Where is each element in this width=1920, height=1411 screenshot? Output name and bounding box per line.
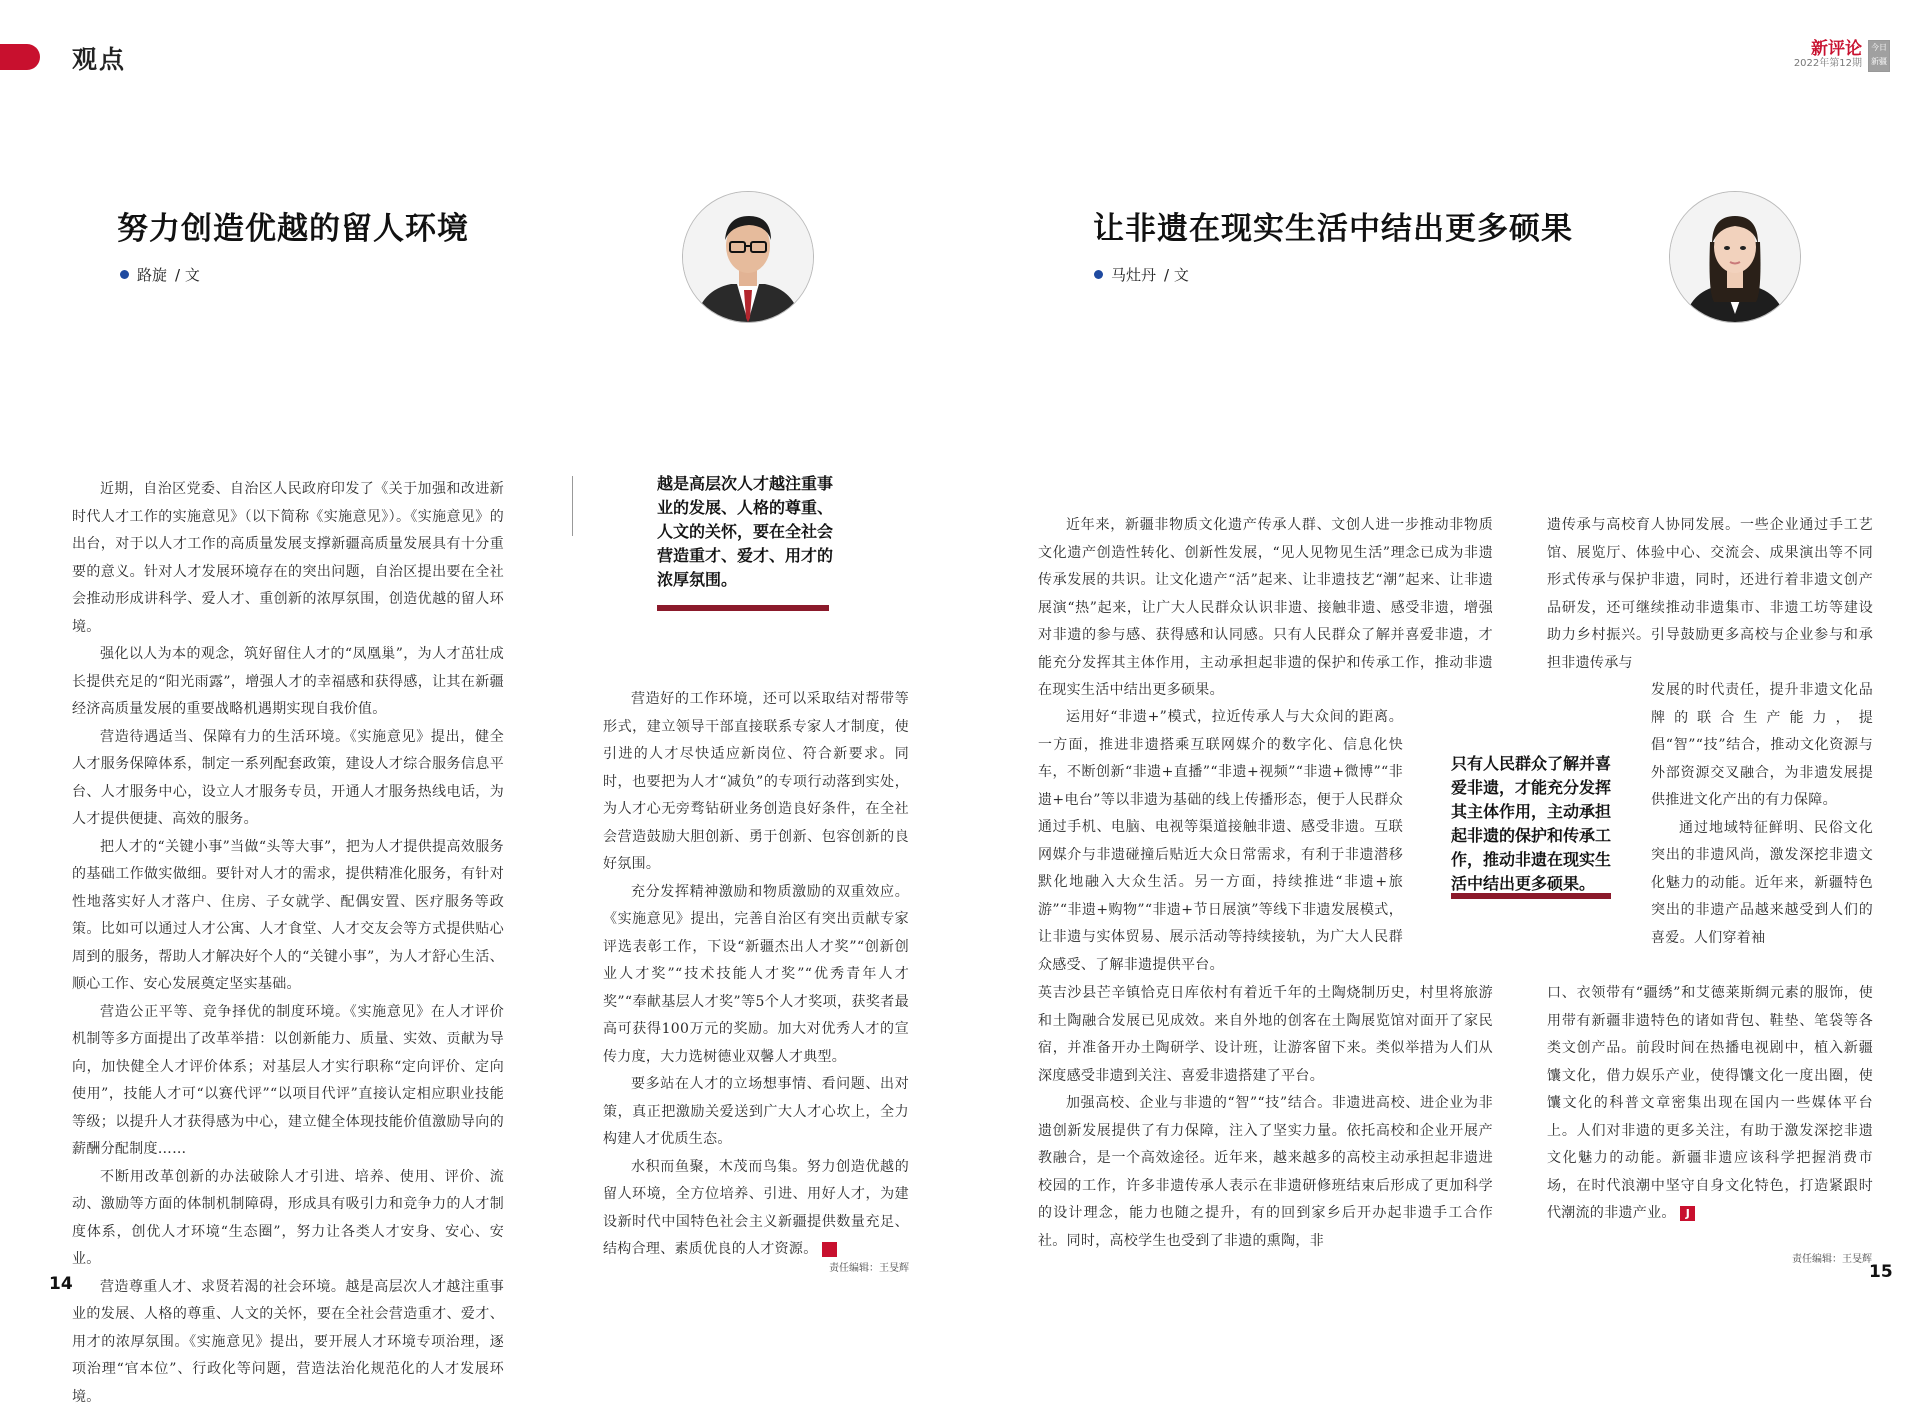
paragraph	[1547, 980, 1873, 1228]
left-article-byline	[120, 264, 200, 285]
paragraph: 把人才的“关键小事”当做“头等大事”，把为人才提供提高效服务的基础工作做实做细。要针对人才的需求，提供精准化服务，有针对性地落实好人才落户、住房、子女就学、配偶安置、医疗服务等政策。比如可以通过人才公寓、人才食堂、人才交友会等方式提供贴心周到的服务，帮助人才解决好个人的“关键小事”，为人才舒心生活、顺心工作、安心发展奠定坚实基础。	[72, 834, 504, 999]
paragraph: 营造公正平等、竞争择优的制度环境。《实施意见》在人才评价机制等多方面提出了改革举措：以创新能力、质量、实效、贡献为导向，加快健全人才评价体系；对基层人才实行职称“定向评价、定向使用”，技能人才可“以赛代评”“以项目代评”直接认定相应职业技能等级；以提升人才获得感为中心，建立健全体现技能价值激励导向的薪酬分配制度……	[72, 999, 504, 1164]
right-editor-credit: 责任编辑：王旻辉	[1792, 1250, 1872, 1265]
right-column-2b	[1651, 677, 1873, 952]
right-column-1a	[1038, 512, 1493, 705]
pull-quote-divider	[572, 476, 573, 536]
left-column-2	[603, 686, 909, 1264]
right-author-name: 马灶丹	[1111, 264, 1156, 285]
left-author-suffix: / 文	[175, 264, 200, 285]
paragraph-text: 口、衣领带有“疆绣”和艾德莱斯绸元素的服饰，使用带有新疆非遗特色的诸如背包、鞋垫、笔袋等各类文创产品。前段时间在热播电视剧中，植入新疆馕文化，借力娱乐产业，使得馕文化一度出圈，使馕文化的科普文章密集出现在国内一些媒体平台上。人们对非遗的更多关注，有助于激发深挖非遗文化魅力的动能。新疆非遗应该科学把握消费市场，在时代浪潮中坚守自身文化特色，打造紧跟时代潮流的非遗产业。	[1547, 985, 1873, 1221]
section-label: 观点	[72, 40, 126, 76]
right-author-suffix: / 文	[1164, 264, 1189, 285]
paragraph: 充分发挥精神激励和物质激励的双重效应。《实施意见》提出，完善自治区有突出贡献专家评选表彰工作，下设“新疆杰出人才奖”“创新创业人才奖”“技术技能人才奖”“优秀青年人才奖”“奉献基层人才奖”等5个人才奖项，获奖者最高可获得100万元的奖励。加大对优秀人才的宣传力度，大力选树德业双馨人才典型。	[603, 879, 909, 1072]
brand-name: 新评论	[1794, 40, 1862, 58]
byline-bullet-icon	[1094, 270, 1103, 279]
paragraph: 英吉沙县芒辛镇恰克日库依村有着近千年的土陶烧制历史，村里将旅游和土陶融合发展已见成效。来自外地的创客在土陶展览馆对面开了家民宿，并准备开办土陶研学、设计班，让游客留下来。类似举措为人们从深度感受非遗到关注、喜爱非遗搭建了平台。	[1038, 980, 1493, 1090]
paragraph: 遗传承与高校育人协同发展。一些企业通过手工艺馆、展览厅、体验中心、交流会、成果演出等不同形式传承与保护非遗，同时，还进行着非遗文创产品研发，还可继续推动非遗集市、非遗工坊等建设助力乡村振兴。引导鼓励更多高校与企业参与和承担非遗传承与	[1547, 512, 1873, 677]
left-pull-quote-bar	[657, 605, 829, 611]
right-column-1b	[1038, 704, 1403, 979]
right-column-2a	[1547, 512, 1873, 677]
right-article-title: 让非遗在现实生活中结出更多硕果	[1093, 203, 1573, 248]
left-article-title: 努力创造优越的留人环境	[117, 203, 469, 248]
paragraph: 运用好“非遗+”模式，拉近传承人与大众间的距离。一方面，推进非遗搭乘互联网媒介的数字化、信息化快车，不断创新“非遗+直播”“非遗+视频”“非遗+微博”“非遗+电台”等以非遗为基础的线上传播形态，便于人民群众通过手机、电脑、电视等渠道接触非遗、感受非遗。互联网媒介与非遗碰撞后贴近大众日常需求，有利于非遗潜移默化地融入大众生活。另一方面，持续推进“非遗+旅游”“非遗+购物”“非遗+节日展演”等线下非遗发展模式，让非遗与实体贸易、展示活动等持续接轨，为广大人民群众感受、了解非遗提供平台。	[1038, 704, 1403, 979]
paragraph	[603, 1154, 909, 1264]
paragraph: 营造待遇适当、保障有力的生活环境。《实施意见》提出，健全人才服务保障体系，制定一系列配套政策，建设人才综合服务信息平台、人才服务中心，设立人才服务专员，开通人才服务热线电话，为人才提供便捷、高效的服务。	[72, 724, 504, 834]
paragraph: 发展的时代责任，提升非遗文化品牌的联合生产能力，提倡“智”“技”结合，推动文化资源与外部资源交叉融合，为非遗发展提供推进文化产出的有力保障。	[1651, 677, 1873, 815]
paragraph-text: 水积而鱼聚，木茂而鸟集。努力创造优越的留人环境，全方位培养、引进、用好人才，为建设新时代中国特色社会主义新疆提供数量充足、结构合理、素质优良的人才资源。	[603, 1159, 909, 1258]
right-author-portrait	[1669, 191, 1801, 323]
paragraph: 不断用改革创新的办法破除人才引进、培养、使用、评价、流动、激励等方面的体制机制障碍，形成具有吸引力和竞争力的人才制度体系，创优人才环境“生态圈”，努力让各类人才安身、安心、安业。	[72, 1164, 504, 1274]
right-pull-quote-bar	[1451, 893, 1611, 899]
left-pull-quote: 越是高层次人才越注重事业的发展、人格的尊重、人文的关怀，要在全社会营造重才、爱才、用才的浓厚氛围。	[657, 472, 835, 592]
right-article-byline	[1094, 264, 1189, 285]
left-author-name: 路旋	[137, 264, 167, 285]
end-mark-icon: J	[822, 1242, 837, 1257]
female-portrait-icon	[1670, 192, 1800, 322]
right-column-1c	[1038, 980, 1493, 1255]
right-pull-quote: 只有人民群众了解并喜爱非遗，才能充分发挥其主体作用，主动承担起非遗的保护和传承工作，推动非遗在现实生活中结出更多硕果。	[1451, 752, 1625, 896]
paragraph: 营造尊重人才、求贤若渴的社会环境。越是高层次人才越注重事业的发展、人格的尊重、人文的关怀，要在全社会营造重才、爱才、用才的浓厚氛围。《实施意见》提出，要开展人才环境专项治理，逐项治理“官本位”、行政化等问题，营造法治化规范化的人才发展环境。	[72, 1274, 504, 1411]
paragraph: 通过地域特征鲜明、民俗文化突出的非遗风尚，激发深挖非遗文化魅力的动能。近年来，新疆特色突出的非遗产品越来越受到人们的喜爱。人们穿着袖	[1651, 815, 1873, 953]
paragraph: 要多站在人才的立场想事情、看问题、出对策，真正把激励关爱送到广大人才心坎上，全力构建人才优质生态。	[603, 1071, 909, 1154]
left-editor-credit: 责任编辑：王旻辉	[829, 1259, 909, 1274]
left-author-portrait	[682, 191, 814, 323]
brand-badge: 今日新疆	[1868, 40, 1890, 72]
paragraph: 近年来，新疆非物质文化遗产传承人群、文创人进一步推动非物质文化遗产创造性转化、创新性发展，“见人见物见生活”理念已成为非遗传承发展的共识。让文化遗产“活”起来、让非遗技艺“潮”起来、让非遗展演“热”起来，让广大人民群众认识非遗、接触非遗、感受非遗，增强对非遗的参与感、获得感和认同感。只有人民群众了解并喜爱非遗，才能充分发挥其主体作用，主动承担起非遗的保护和传承工作，推动非遗在现实生活中结出更多硕果。	[1038, 512, 1493, 705]
male-portrait-icon	[683, 192, 813, 322]
paragraph: 强化以人为本的观念，筑好留住人才的“凤凰巢”，为人才茁壮成长提供充足的“阳光雨露”，增强人才的幸福感和获得感，让其在新疆经济高质量发展的重要战略机遇期实现自我价值。	[72, 641, 504, 724]
section-tab-marker	[0, 44, 40, 70]
right-column-2c	[1547, 980, 1873, 1228]
page-number-left: 14	[49, 1274, 73, 1294]
paragraph: 加强高校、企业与非遗的“智”“技”结合。非遗进高校、进企业为非遗创新发展提供了有力保障，注入了坚实力量。依托高校和企业开展产教融合，是一个高效途径。近年来，越来越多的高校主动承担起非遗进校园的工作，许多非遗传承人表示在非遗研修班结束后形成了更加科学的设计理念，能力也随之提升，有的回到家乡后开办起非遗手工合作社。同时，高校学生也受到了非遗的熏陶，非	[1038, 1090, 1493, 1255]
brand-block	[1794, 40, 1890, 72]
byline-bullet-icon	[120, 270, 129, 279]
paragraph: 营造好的工作环境，还可以采取结对帮带等形式，建立领导干部直接联系专家人才制度，使引进的人才尽快适应新岗位、符合新要求。同时，也要把为人才“减负”的专项行动落到实处，为人才心无旁骛钻研业务创造良好条件，在全社会营造鼓励大胆创新、勇于创新、包容创新的良好氛围。	[603, 686, 909, 879]
end-mark-icon: J	[1680, 1206, 1695, 1221]
paragraph: 近期，自治区党委、自治区人民政府印发了《关于加强和改进新时代人才工作的实施意见》（以下简称《实施意见》）。《实施意见》的出台，对于以人才工作的高质量发展支撑新疆高质量发展具有十分重要的意义。针对人才发展环境存在的突出问题，自治区提出要在全社会推动形成讲科学、爱人才、重创新的浓厚氛围，创造优越的留人环境。	[72, 476, 504, 641]
page-number-right: 15	[1869, 1262, 1893, 1282]
brand-issue: 2022年第12期	[1794, 58, 1862, 70]
left-column-1	[72, 476, 504, 1411]
